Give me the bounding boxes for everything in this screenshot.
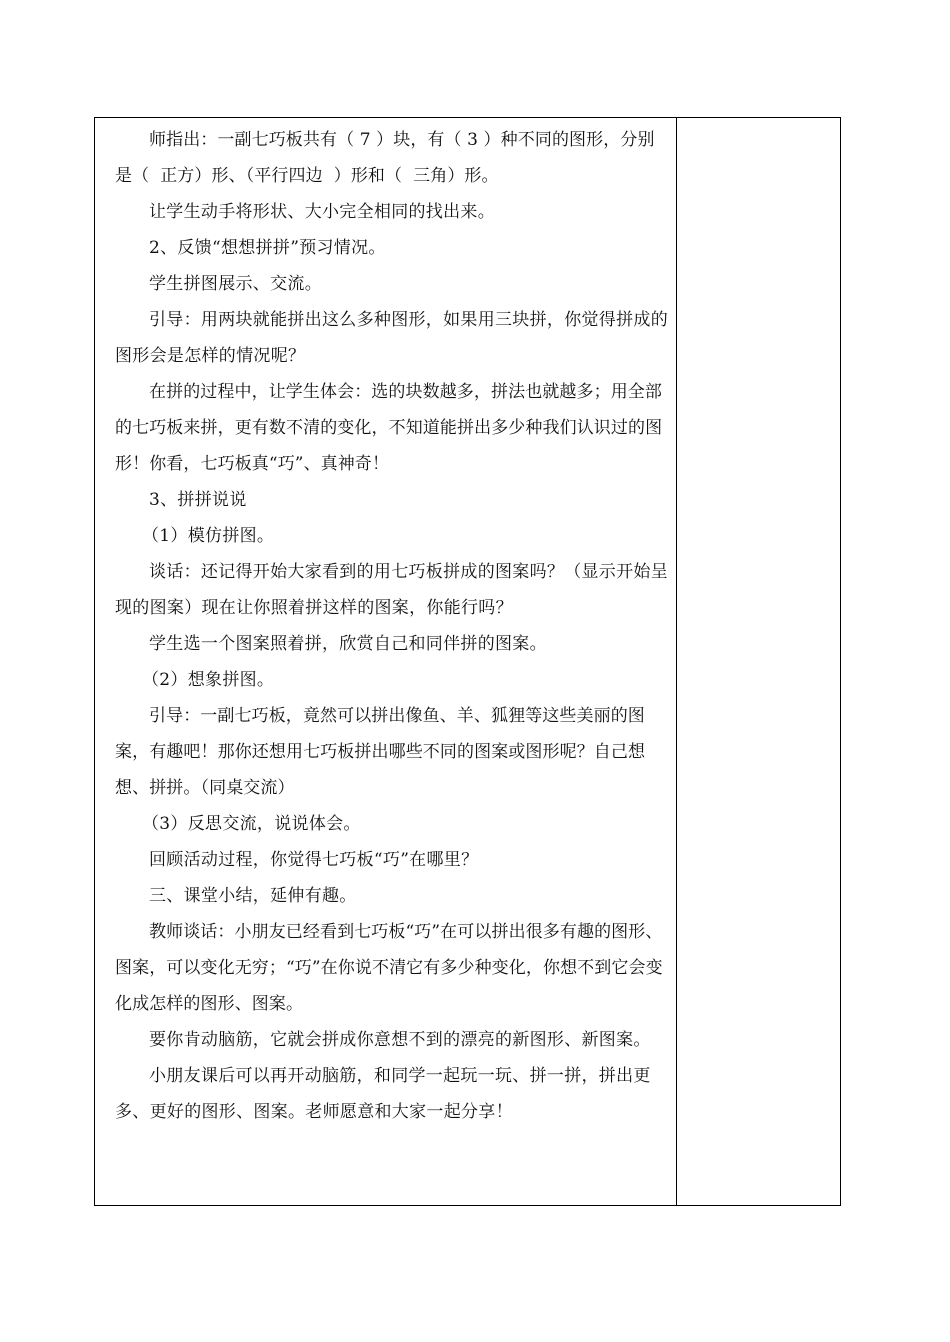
paragraph-guide-imagine: 引导：一副七巧板，竟然可以拼出像鱼、羊、狐狸等这些美丽的图案，有趣吧！那你还想用七巧板拼出哪些不同的图案或图形呢？自己想想、拼拼。（同桌交流） — [115, 706, 646, 798]
paragraph-teacher-points-out: 师指出：一副七巧板共有（ 7 ）块，有（ 3 ）种不同的图形，分别是（ 正方）形、（平行四边 ）形和（ 三角）形。 — [115, 130, 655, 186]
paragraph-reflect-heading: （3）反思交流，说说体会。 — [142, 814, 361, 834]
paragraph-teacher-talk: 教师谈话：小朋友已经看到七巧板“巧”在可以拼出很多有趣的图形、图案，可以变化无穷；“巧”在你说不清它有多少种变化，你想不到它会变化成怎样的图形、图案。 — [115, 922, 663, 1014]
paragraph-student-display: 学生拼图展示、交流。 — [149, 274, 322, 294]
paragraph-experience-more-pieces: 在拼的过程中，让学生体会：选的块数越多，拼法也就越多；用全部的七巧板来拼，更有数不清的变化，不知道能拼出多少种我们认识过的图形！你看，七巧板真“巧”、真神奇！ — [115, 382, 663, 474]
lesson-table — [94, 117, 841, 1206]
paragraph-after-class: 小朋友课后可以再开动脑筋，和同学一起玩一玩、拼一拼，拼出更多、更好的图形、图案。老师愿意和大家一起分享！ — [115, 1066, 651, 1122]
notes-cell — [677, 118, 840, 1205]
paragraph-feedback-heading: 2、反馈“想想拼拼”预习情况。 — [149, 238, 386, 258]
lesson-content-cell — [95, 118, 677, 1205]
paragraph-review-process: 回顾活动过程，你觉得七巧板“巧”在哪里？ — [149, 850, 479, 870]
paragraph-use-brain: 要你肯动脑筋，它就会拼成你意想不到的漂亮的新图形、新图案。 — [149, 1030, 651, 1050]
paragraph-summary-heading: 三、课堂小结，延伸有趣。 — [149, 886, 357, 906]
paragraph-find-same-shapes: 让学生动手将形状、大小完全相同的找出来。 — [149, 202, 495, 222]
paragraph-imitate-heading: （1）模仿拼图。 — [142, 526, 275, 546]
paragraph-talk-pattern: 谈话：还记得开始大家看到的用七巧板拼成的图案吗？（显示开始呈现的图案）现在让你照着拼这样的图案，你能行吗？ — [115, 562, 668, 618]
paragraph-imagine-heading: （2）想象拼图。 — [142, 670, 275, 690]
paragraph-guide-three-pieces: 引导：用两块就能拼出这么多种图形，如果用三块拼，你觉得拼成的图形会是怎样的情况呢？ — [115, 310, 668, 366]
paragraph-students-choose: 学生选一个图案照着拼，欣赏自己和同伴拼的图案。 — [149, 634, 547, 654]
paragraph-section3-heading: 3、拼拼说说 — [149, 490, 247, 510]
